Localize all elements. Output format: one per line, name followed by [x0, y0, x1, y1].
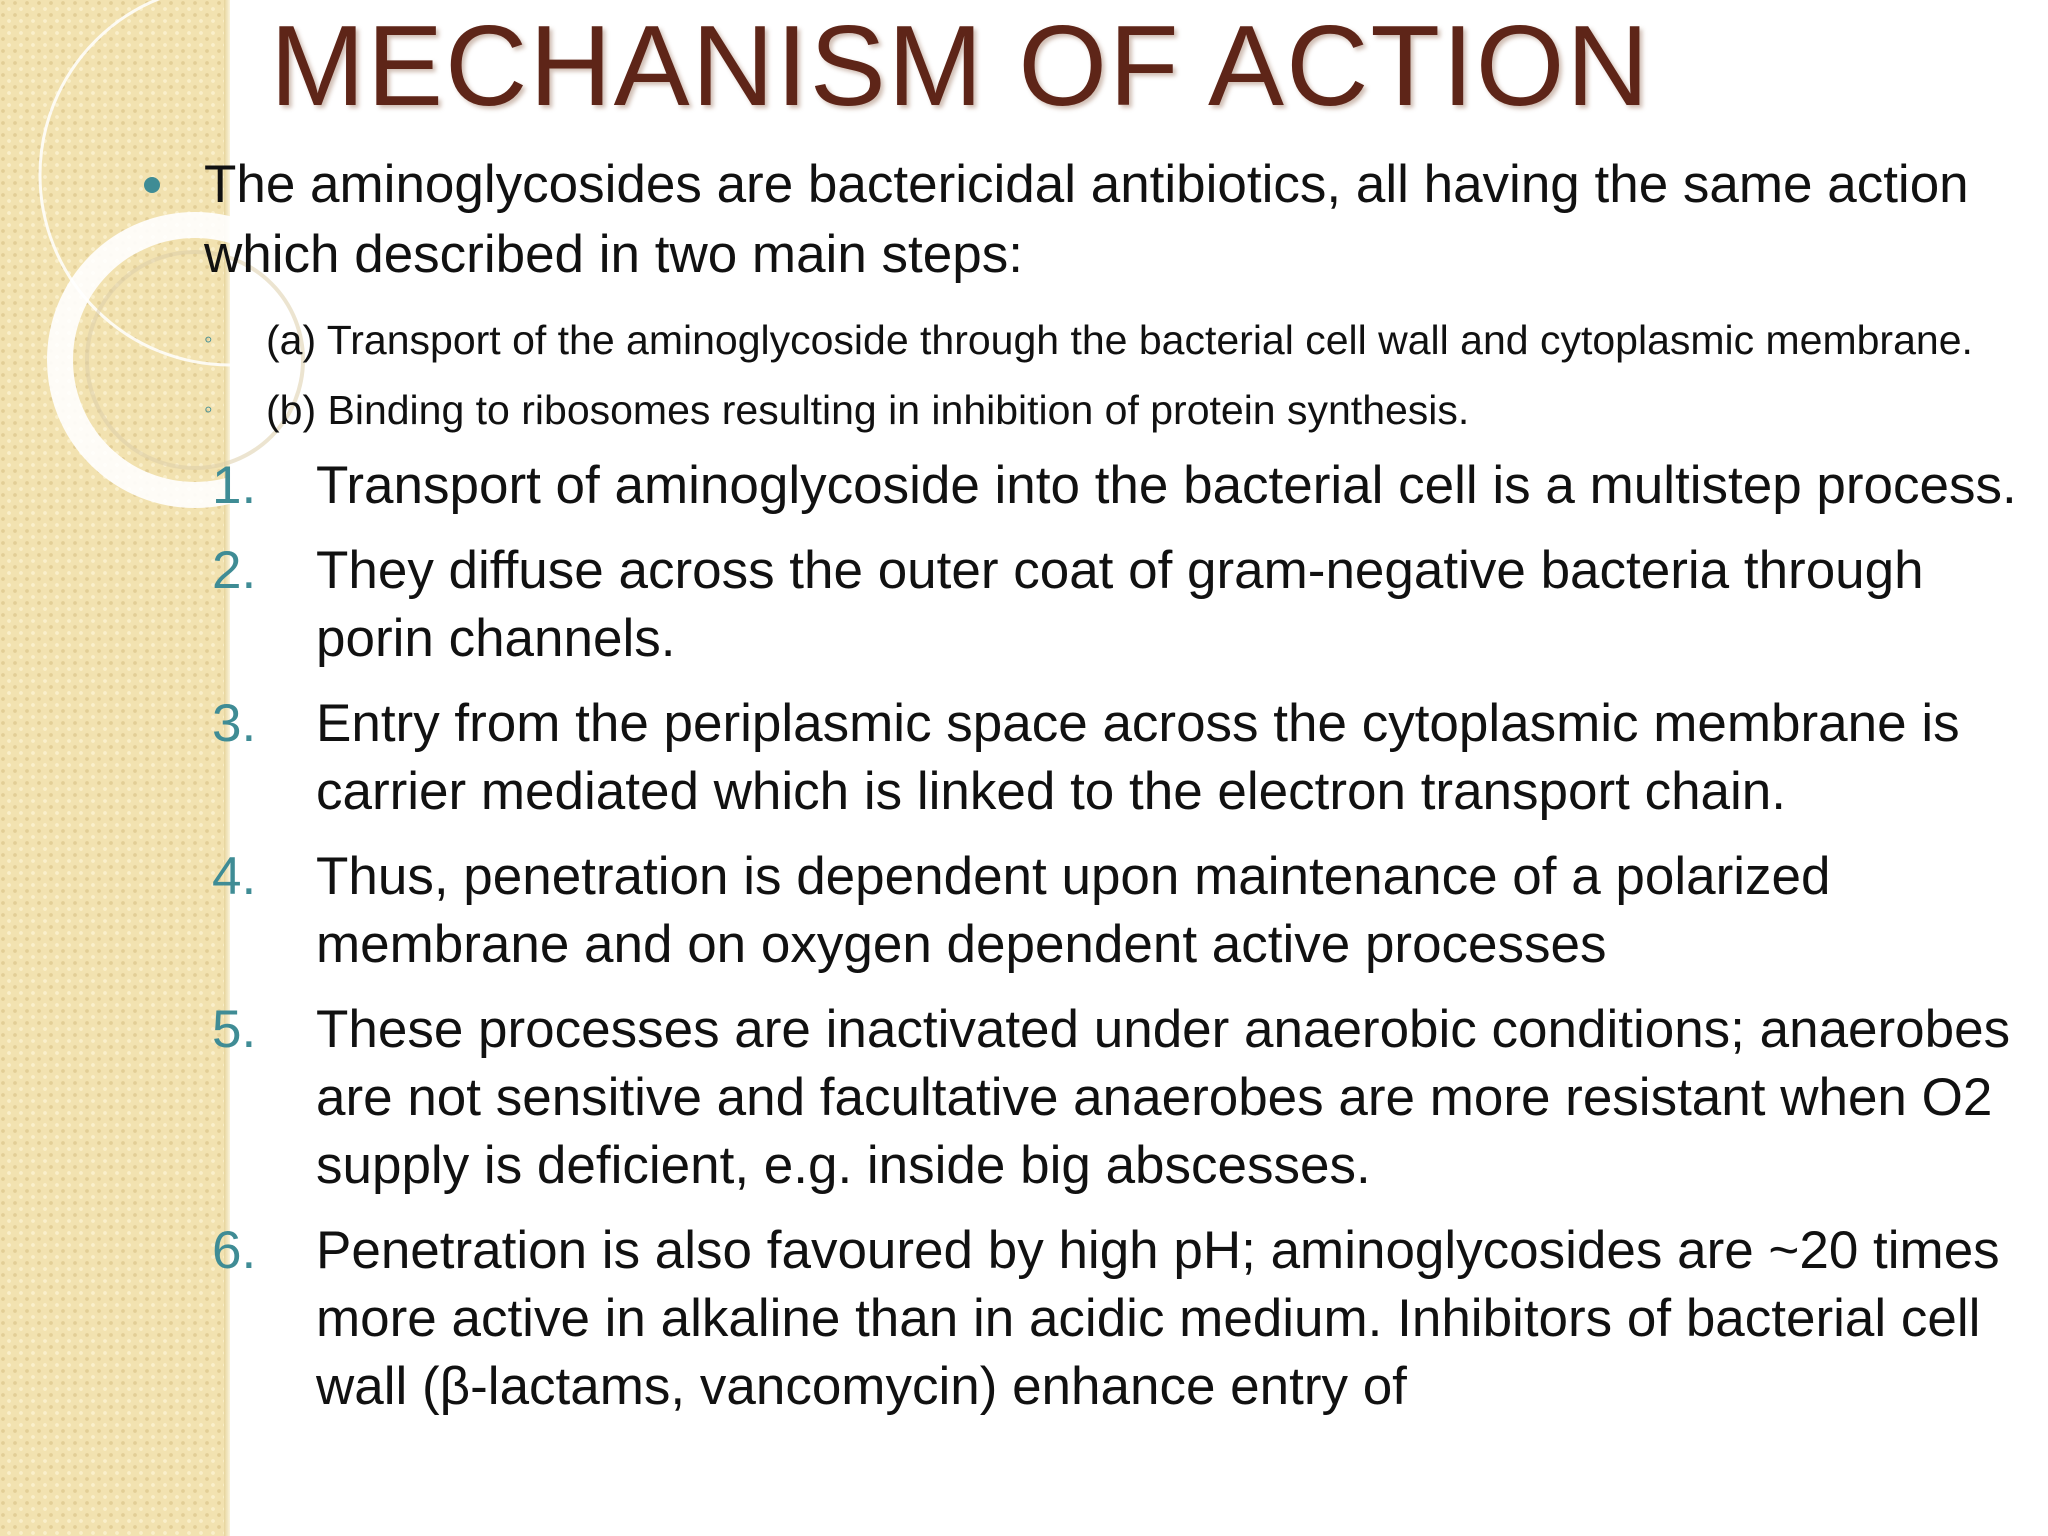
slide-title: MECHANISM OF ACTION — [270, 3, 1651, 130]
point-item-4 — [212, 843, 2030, 979]
point-text: Entry from the periplasmic space across the cytoplasmic membrane is carrier mediated which is linked to the electron transport chain. — [316, 694, 1960, 821]
point-text: These processes are inactivated under anaerobic conditions; anaerobes are not sensitive and facultative anaerobes are more resistant when O2 supply is deficient, e.g. inside big abscesses. — [316, 1000, 2011, 1195]
point-item-3 — [212, 690, 2030, 826]
point-number: 1. — [212, 456, 257, 515]
slide-content — [140, 150, 2030, 1438]
step-item-a — [204, 312, 2030, 368]
step-text-b: (b) Binding to ribosomes resulting in inhibition of protein synthesis. — [266, 387, 1470, 433]
point-number: 2. — [212, 541, 257, 600]
point-text: Thus, penetration is dependent upon maintenance of a polarized membrane and on oxygen dependent active processes — [316, 847, 1831, 974]
intro-bullet — [140, 150, 2030, 290]
point-item-5 — [212, 996, 2030, 1200]
point-text: Transport of aminoglycoside into the bacterial cell is a multistep process. — [316, 456, 2017, 515]
point-item-1 — [212, 452, 2030, 520]
sub-bullet-icon: ◦ — [204, 326, 213, 353]
point-number: 3. — [212, 694, 257, 753]
point-number: 5. — [212, 1000, 257, 1059]
intro-text: The aminoglycosides are bactericidal antibiotics, all having the same action which described in two main steps: — [204, 155, 1969, 284]
point-number: 4. — [212, 847, 257, 906]
bullet-dot-icon — [144, 177, 160, 193]
steps-list — [140, 312, 2030, 438]
step-item-b — [204, 382, 2030, 438]
point-item-6 — [212, 1217, 2030, 1421]
step-text-a: (a) Transport of the aminoglycoside through the bacterial cell wall and cytoplasmic membrane. — [266, 317, 1973, 363]
point-text: Penetration is also favoured by high pH; aminoglycosides are ~20 times more active in alkaline than in acidic medium. Inhibitors of bacterial cell wall (β-lactams, vancomycin) enhance entry of — [316, 1221, 2000, 1416]
point-text: They diffuse across the outer coat of gram-negative bacteria through porin channels. — [316, 541, 1924, 668]
point-item-2 — [212, 537, 2030, 673]
sub-bullet-icon: ◦ — [204, 396, 213, 423]
point-number: 6. — [212, 1221, 257, 1280]
numbered-points-list — [140, 452, 2030, 1421]
